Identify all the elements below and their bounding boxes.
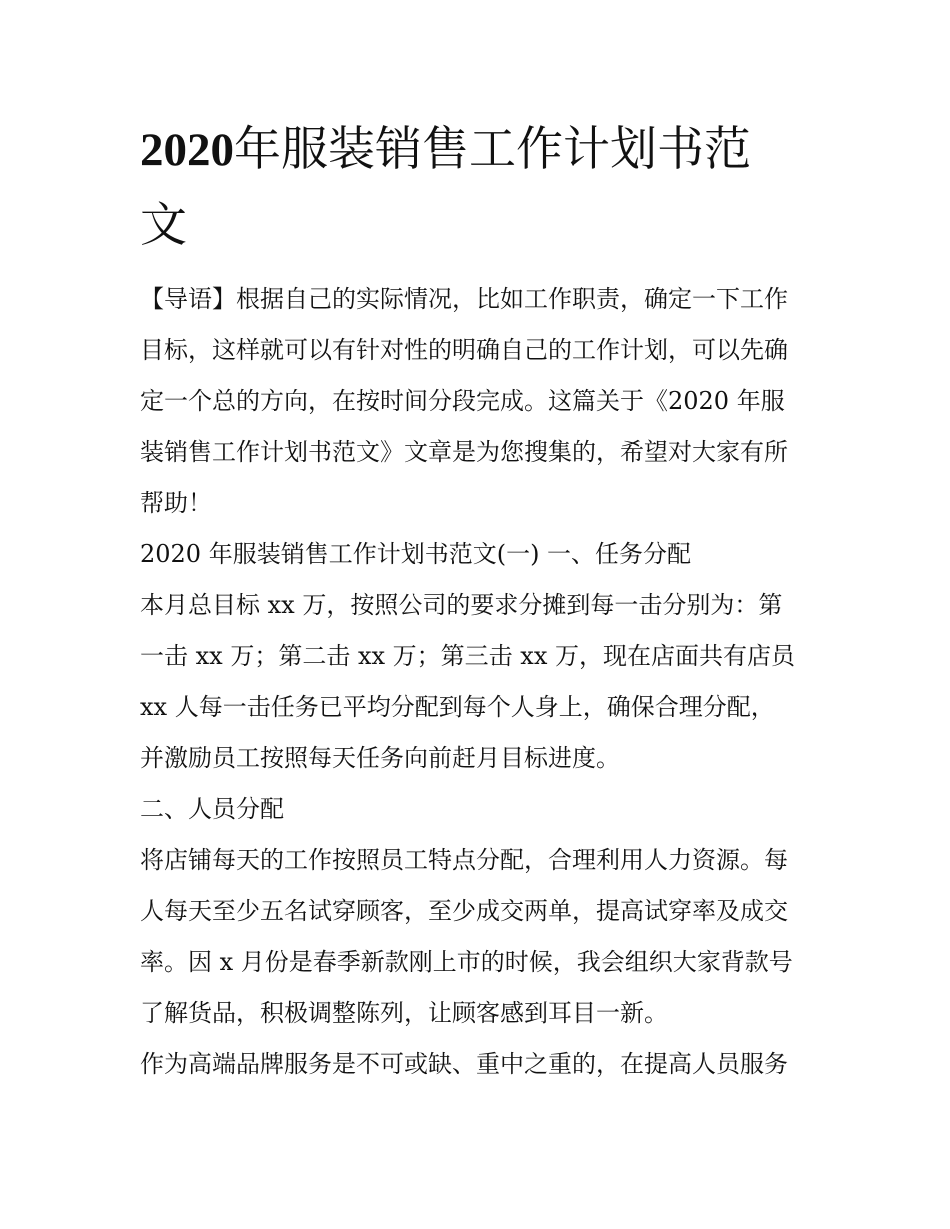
text-line: 率。因 x 月份是春季新款刚上市的时候，我会组织大家背款号 (140, 948, 793, 976)
text-line: 2020 年服装销售工作计划书范文(一) 一、任务分配 (140, 540, 692, 568)
title-line1-text: 年服装销售工作计划书范 (234, 122, 751, 177)
text-line: 并激励员工按照每天任务向前赶月目标进度。 (140, 744, 620, 772)
text-line: 定一个总的方向，在按时间分段完成。这篇关于《2020 年服 (140, 387, 785, 415)
title-year: 2020 (140, 124, 234, 176)
text-line: 二、人员分配 (140, 795, 284, 823)
text-line: 【导语】根据自己的实际情况，比如工作职责，确定一下工作 (140, 285, 788, 313)
text-line: 作为高端品牌服务是不可或缺、重中之重的，在提高人员服务 (140, 1050, 788, 1078)
text-line: 人每天至少五名试穿顾客，至少成交两单，提高试穿率及成交 (140, 897, 788, 925)
document-body (140, 274, 820, 1090)
text-line: xx 人每一击任务已平均分配到每个人身上，确保合理分配， (140, 693, 775, 721)
text-line: 一击 xx 万；第二击 xx 万；第三击 xx 万，现在店面共有店员 (140, 642, 795, 670)
text-line: 了解货品，积极调整陈列，让顾客感到耳目一新。 (140, 999, 668, 1027)
staff-paragraph (140, 835, 820, 1039)
intro-paragraph (140, 274, 820, 529)
text-line: 本月总目标 xx 万，按照公司的要求分摊到每一击分别为：第 (140, 591, 783, 619)
page-title (140, 112, 820, 264)
service-paragraph (140, 1039, 820, 1090)
text-line: 将店铺每天的工作按照员工特点分配，合理利用人力资源。每 (140, 846, 788, 874)
text-line: 帮助！ (140, 489, 212, 517)
title-line2-text: 文 (140, 198, 187, 253)
task-paragraph (140, 580, 820, 784)
section-two-heading (140, 784, 820, 835)
text-line: 装销售工作计划书范文》文章是为您搜集的，希望对大家有所 (140, 438, 788, 466)
text-line: 目标，这样就可以有针对性的明确自己的工作计划，可以先确 (140, 336, 788, 364)
section-one-heading (140, 529, 820, 580)
